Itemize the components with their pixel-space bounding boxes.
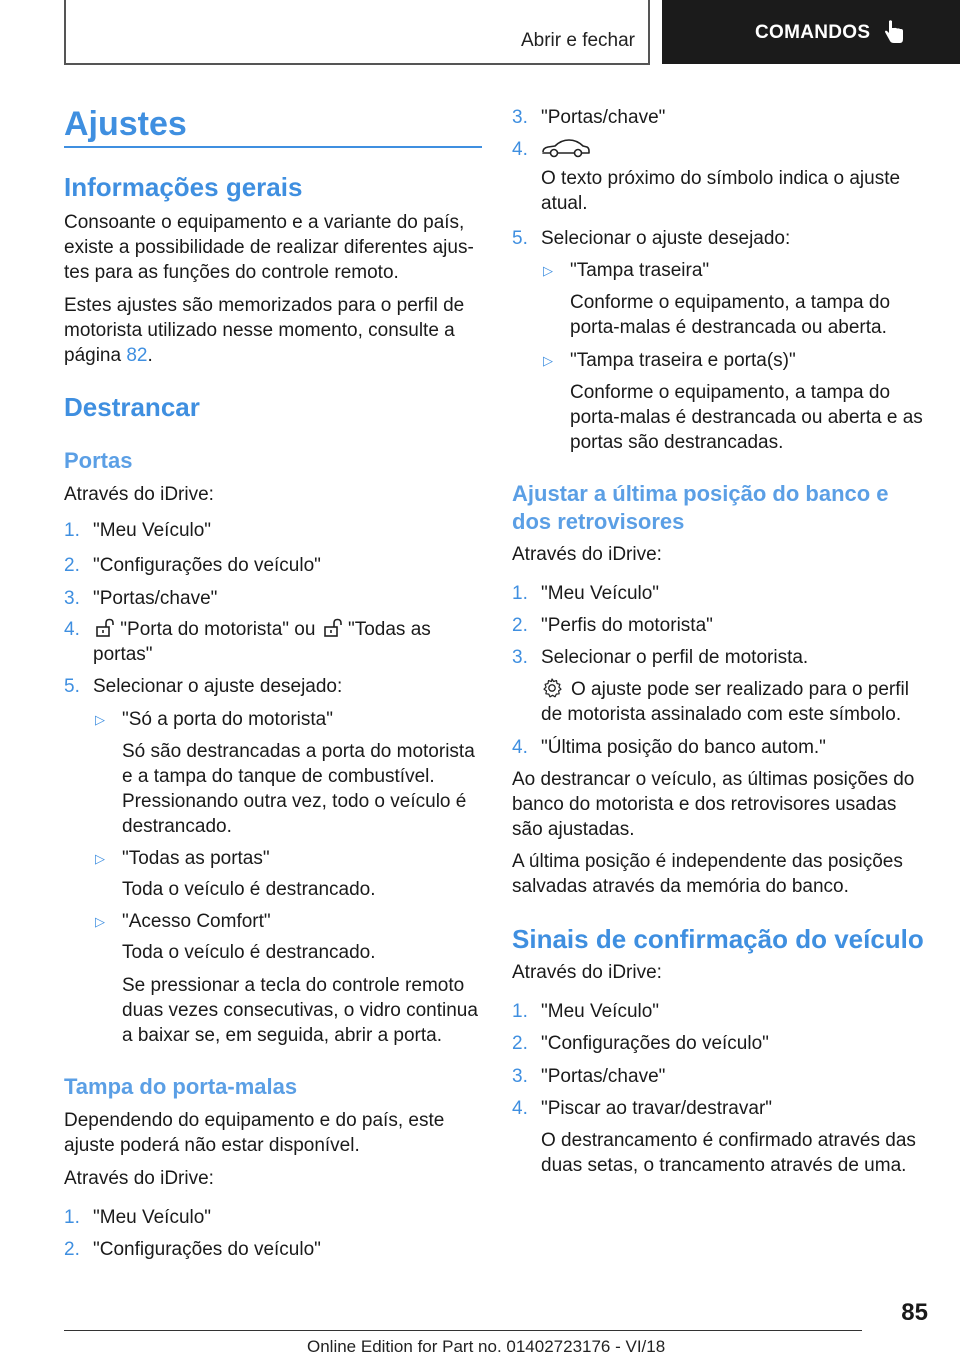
item-description: O destrancamento é confirmado através das duas setas, o trancamento através de uma. (541, 1130, 916, 1176)
bullet-description: Toda o veículo é destrancado. (122, 942, 376, 963)
lock-open-icon (321, 617, 343, 639)
triangle-bullet-icon: ▷ (543, 263, 553, 278)
triangle-bullet-icon: ▷ (95, 851, 105, 866)
triangle-bullet-icon: ▷ (543, 353, 553, 368)
paragraph: Através do iDrive: (512, 962, 662, 983)
header-rule-mid (648, 0, 650, 64)
paragraph: Estes ajustes são memorizados para o perfil de motorista utilizado nesse momento, consulte a página 82. (64, 295, 465, 366)
paragraph: Consoante o equipamento e a variante do país, existe a possibilidade de realizar diferentes ajus‐ tes para as funções do controle remoto. (64, 212, 474, 283)
title-rule (64, 146, 482, 148)
triangle-bullet-icon: ▷ (95, 914, 105, 929)
header-chapter-label: COMANDOS (755, 21, 871, 43)
header-section-title: Abrir e fechar (520, 30, 635, 51)
paragraph: A última posição é independente das posições salvadas através da memória do banco. (512, 851, 903, 897)
footer-rule (64, 1330, 862, 1331)
bullet-description: Toda o veículo é destrancado. (122, 879, 376, 900)
paragraph: Dependendo do equipamento e do país, este ajuste poderá não estar disponível. (64, 1110, 445, 1156)
paragraph: Através do iDrive: (512, 544, 662, 565)
page-link[interactable]: 82 (126, 345, 148, 366)
subsection-heading: Portas (64, 448, 133, 473)
subsection-heading: Ajustar a última posição do banco e dos retrovisores (512, 481, 889, 534)
page-title: Ajustes (64, 105, 187, 143)
bullet-description: Conforme o equipamento, a tampa do porta-malas é destrancada ou aberta e as portas são destrancadas. (570, 382, 923, 453)
lock-open-icon (93, 617, 115, 639)
section-heading: Informações gerais (64, 172, 303, 202)
bullet-description: Se pressionar a tecla do controle remoto duas vezes consecutivas, o vidro continua a baixar se, em seguida, abrir a porta. (122, 975, 478, 1046)
header-rule-bottom (64, 63, 650, 65)
bullet-description: Só são destrancadas a porta do motorista e a tampa do tanque de combustível. Pressionando outra vez, todo o veículo é destrancado. (122, 741, 475, 837)
header-chapter-tab (662, 0, 960, 64)
hand-pointer-icon (884, 19, 906, 45)
paragraph: Através do iDrive: (64, 1168, 214, 1189)
subsection-heading: Tampa do porta-malas (64, 1074, 298, 1099)
paragraph: Através do iDrive: (64, 484, 214, 505)
header-rule-left (64, 0, 66, 64)
car-outline-icon (541, 137, 591, 159)
note: O ajuste pode ser realizado para o perfil de motorista assinalado com este símbolo. (541, 679, 909, 725)
section-heading: Destrancar (64, 392, 200, 422)
page-number: 85 (901, 1299, 928, 1326)
paragraph: Ao destrancar o veículo, as últimas posições do banco do motorista e dos retrovisores usadas são ajustadas. (512, 769, 915, 840)
gear-icon (541, 677, 563, 699)
triangle-bullet-icon: ▷ (95, 712, 105, 727)
footer-edition: Online Edition for Part no. 01402723176 - VI/18 (307, 1337, 666, 1356)
bullet-description: Conforme o equipamento, a tampa do porta-malas é destrancada ou aberta. (570, 292, 891, 338)
section-heading: Sinais de confirmação do veículo (512, 924, 924, 954)
